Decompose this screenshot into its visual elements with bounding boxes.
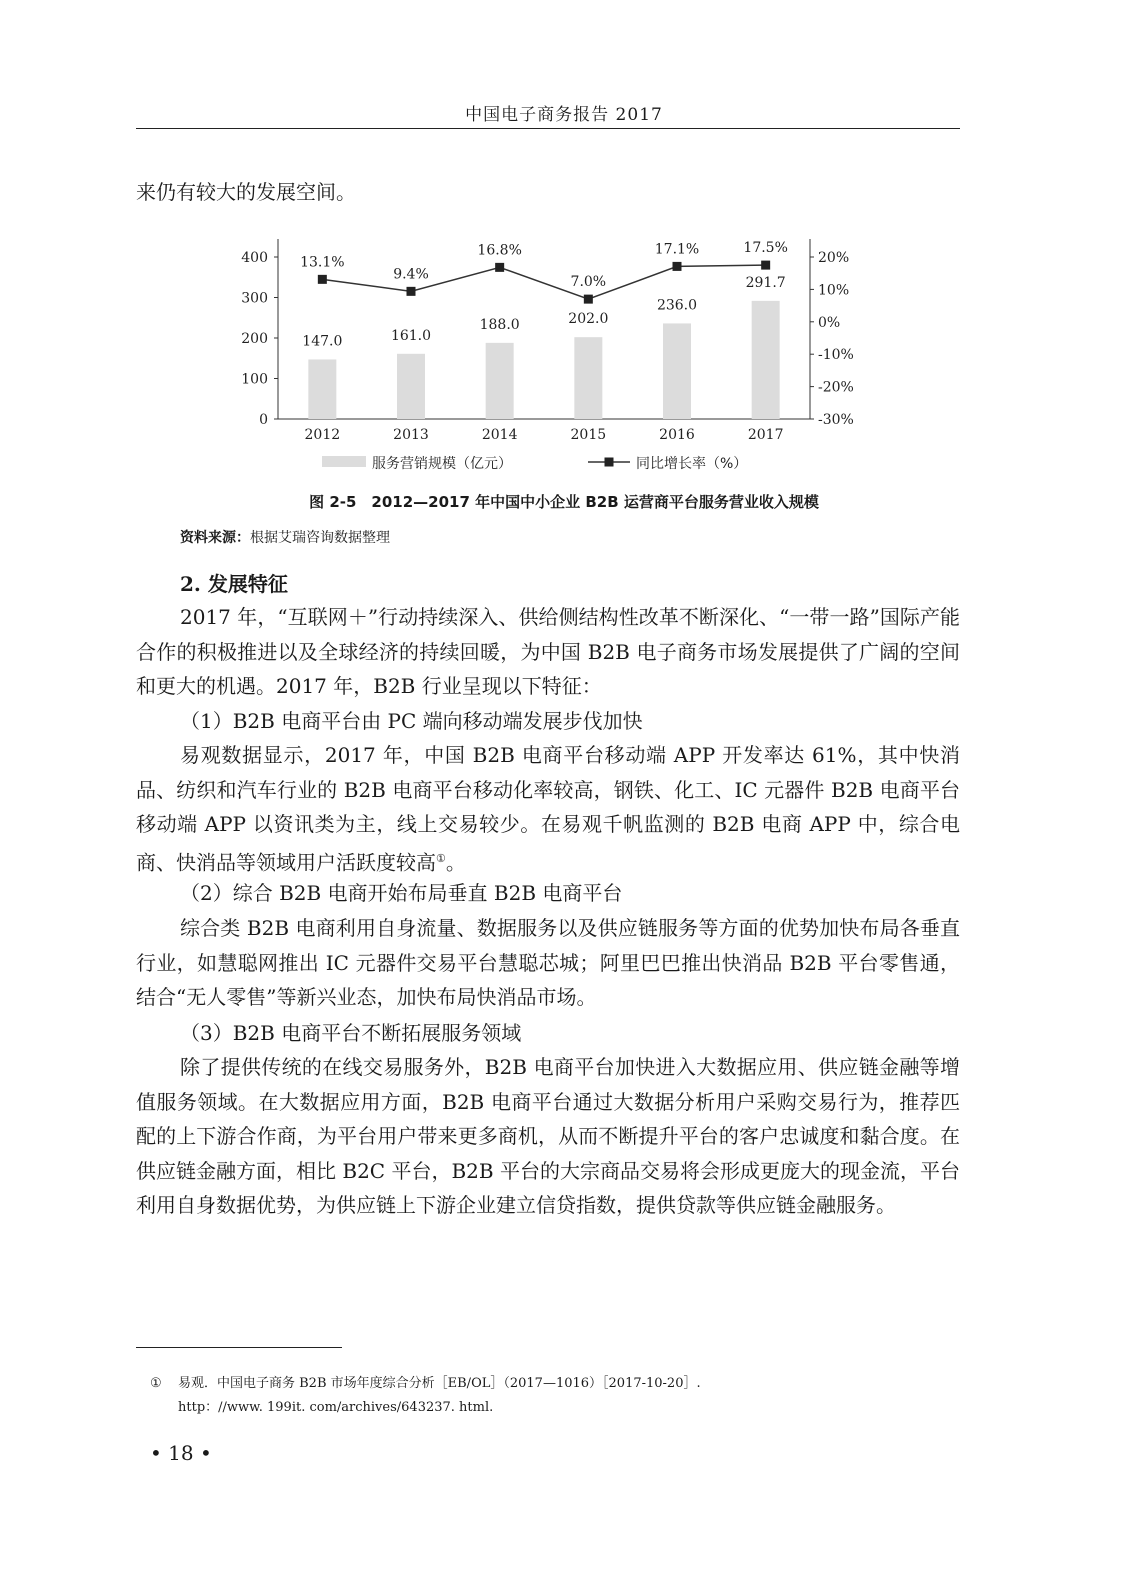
line-value-label: 16.8%	[477, 242, 522, 259]
x-axis-tick-label: 2012	[304, 427, 341, 443]
right-axis-tick-label: -30%	[818, 412, 854, 428]
bar-line-chart	[230, 215, 870, 477]
running-header: 中国电子商务报告 2017	[465, 105, 663, 125]
sub3-paragraph: 除了提供传统的在线交易服务外，B2B 电商平台加快进入大数据应用、供应链金融等增值服务领域。在大数据应用方面，B2B 电商平台通过大数据分析用户采购交易行为，推荐匹配的上下游合作商，为平台用户带来更多商机，从而不断提升平台的客户忠诚度和黏合度。在供应链金融方面，相比 B2C 平台，B2B 平台的大宗商品交易将会形成更庞大的现金流，平台利用自身数据优势，为供应链上下游企业建立信贷指数，提供贷款等供应链金融服务。	[136, 1055, 960, 1217]
line-point	[761, 261, 770, 270]
footnote-text: 易观．中国电子商务 B2B 市场年度综合分析［EB/OL］（2017—1016）［2017-10-20］.	[178, 1376, 701, 1391]
sub1-paragraph	[136, 738, 960, 880]
x-axis-tick-label: 2014	[481, 427, 518, 443]
left-axis-tick-label: 400	[241, 250, 268, 266]
line-point	[318, 275, 327, 284]
line-point	[584, 295, 593, 304]
bar-value-label: 147.0	[302, 333, 343, 350]
figure-caption: 图 2-5 2012—2017 年中国中小企业 B2B 运营商平台服务营业收入规模	[309, 493, 819, 511]
x-axis-tick-label: 2015	[570, 427, 607, 443]
section-intro: 2017 年，“互联网＋”行动持续深入、供给侧结构性改革不断深化、“一带一路”国际产能合作的积极推进以及全球经济的持续回暖，为中国 B2B 电子商务市场发展提供了广阔的空间和更大的机遇。2017 年，B2B 行业呈现以下特征：	[136, 605, 960, 698]
chart-legend	[322, 455, 747, 472]
footnote-mark: ①	[150, 1376, 162, 1391]
footnote-url[interactable]: http：//www. 199it. com/archives/643237. html.	[178, 1400, 494, 1415]
x-axis-tick-label: 2016	[659, 427, 695, 443]
bar	[397, 354, 425, 419]
section-heading: 2. 发展特征	[180, 572, 288, 596]
subheading-3: （3）B2B 电商平台不断拓展服务领域	[180, 1021, 522, 1045]
bar	[574, 337, 602, 419]
legend-bar-label: 服务营销规模（亿元）	[372, 456, 512, 472]
page-number: • 18 •	[150, 1441, 212, 1465]
right-axis-tick-label: -10%	[818, 347, 854, 364]
sub2-paragraph: 综合类 B2B 电商利用自身流量、数据服务以及供应链服务等方面的优势加快布局各垂直行业，如慧聪网推出 IC 元器件交易平台慧聪芯城；阿里巴巴推出快消品 B2B 平台零售通，结合“无人零售”等新兴业态，加快布局快消品市场。	[136, 916, 960, 1009]
bar-value-label: 202.0	[568, 311, 609, 328]
bar	[308, 359, 336, 419]
intro-text: 来仍有较大的发展空间。	[136, 180, 356, 204]
right-axis-tick-label: 10%	[818, 282, 850, 299]
right-axis-tick-label: 0%	[818, 314, 841, 331]
subheading-1: （1）B2B 电商平台由 PC 端向移动端发展步伐加快	[180, 709, 643, 733]
line-value-label: 17.5%	[743, 240, 788, 257]
left-axis-tick-label: 200	[241, 331, 268, 347]
x-axis-tick-label: 2013	[393, 427, 429, 443]
right-axis-tick-label: 20%	[818, 250, 850, 266]
growth-line	[322, 265, 765, 299]
right-axis-tick-label: -20%	[818, 379, 854, 396]
footnote	[150, 1372, 950, 1420]
legend-bar-swatch	[322, 456, 366, 467]
sub1-end: 。	[445, 850, 466, 875]
bar	[663, 323, 691, 419]
bar	[486, 343, 514, 419]
line-value-label: 7.0%	[570, 274, 607, 291]
line-point	[495, 263, 504, 272]
source-label: 资料来源：	[180, 530, 250, 546]
bar	[752, 301, 780, 419]
source-text: 根据艾瑞咨询数据整理	[250, 530, 390, 546]
footnote-rule	[136, 1347, 342, 1348]
growth-line-series	[300, 240, 788, 304]
bar-value-label: 161.0	[390, 327, 432, 344]
bar-value-label: 236.0	[656, 297, 698, 314]
source-line	[180, 527, 390, 547]
header-rule	[136, 128, 960, 129]
left-axis-tick-label: 100	[241, 371, 268, 388]
x-axis-tick-label: 2017	[747, 427, 784, 443]
sub1-body: 易观数据显示，2017 年，中国 B2B 电商平台移动端 APP 开发率达 61%，其中快消品、纺织和汽车行业的 B2B 电商平台移动化率较高，钢铁、化工、IC 元器件 B2B 电商平台移动端 APP 以资讯类为主，线上交易较少。在易观千帆监测的 B2B 电商 APP 中，综合电商、快消品等领域用户活跃度较高	[136, 743, 960, 875]
line-value-label: 9.4%	[393, 266, 429, 283]
left-axis-tick-label: 300	[241, 290, 268, 307]
line-value-label: 17.1%	[654, 241, 700, 258]
line-point	[407, 287, 416, 296]
line-value-label: 13.1%	[300, 254, 345, 271]
legend-line-marker	[605, 458, 614, 467]
line-point	[673, 262, 682, 271]
left-axis-tick-label: 0	[259, 412, 268, 428]
bar-value-label: 188.0	[479, 316, 520, 333]
bar-series	[302, 275, 785, 419]
legend-line-label: 同比增长率（%）	[636, 456, 748, 472]
subheading-2: （2）综合 B2B 电商开始布局垂直 B2B 电商平台	[180, 881, 623, 905]
footnote-ref[interactable]: ①	[436, 851, 446, 865]
bar-value-label: 291.7	[745, 274, 786, 291]
